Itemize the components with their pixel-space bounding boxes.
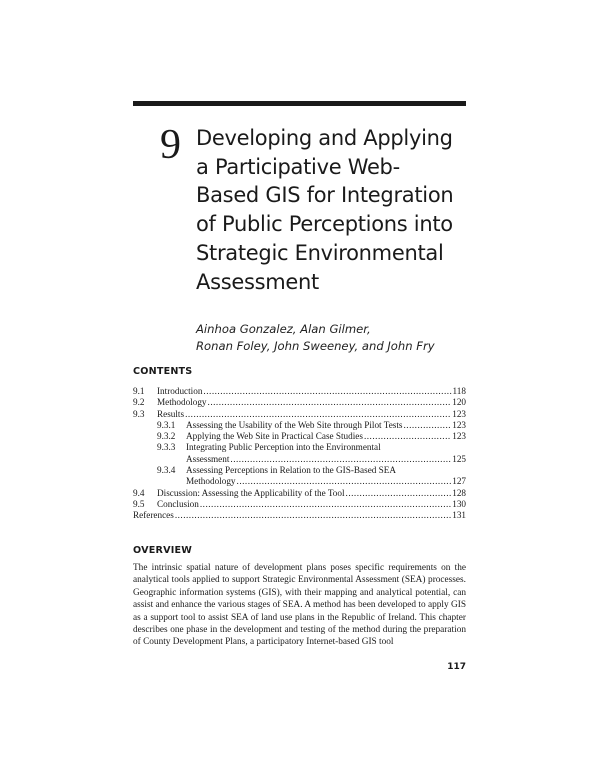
table-of-contents xyxy=(133,386,466,522)
chapter-title-line: a Participative Web- xyxy=(196,154,400,179)
toc-entry-title: Assessing Perceptions in Relation to the GIS-Based SEA xyxy=(186,465,397,476)
toc-entry-title: Assessing the Usability of the Web Site through Pilot Tests xyxy=(186,419,403,430)
chapter-number: 9 xyxy=(160,122,181,168)
chapter-title xyxy=(196,124,486,296)
toc-entry-number: 9.3.3 xyxy=(157,442,176,453)
toc-entry-number: 9.1 xyxy=(133,386,145,396)
toc-entry-continuation[interactable] xyxy=(133,454,466,465)
chapter-top-rule xyxy=(133,101,466,106)
toc-entry-page: 128 xyxy=(452,487,466,498)
toc-entry-page: 120 xyxy=(452,397,466,408)
toc-entry-number: 9.3.2 xyxy=(157,431,176,442)
toc-leader xyxy=(346,488,452,499)
toc-entry[interactable] xyxy=(133,499,466,510)
toc-entry-page: 118 xyxy=(452,386,466,396)
toc-entry-title: Methodology xyxy=(157,397,207,408)
chapter-title-line: of Public Perceptions into xyxy=(196,212,453,237)
toc-entry[interactable] xyxy=(133,431,466,442)
toc-entry-title: Integrating Public Perception into the Environmental xyxy=(186,442,381,453)
toc-entry-title: Assessment xyxy=(186,453,230,464)
toc-entry-continuation[interactable] xyxy=(133,476,466,487)
toc-entry-page: 125 xyxy=(452,453,466,464)
toc-entry-page: 123 xyxy=(452,408,466,419)
toc-entry[interactable] xyxy=(133,409,466,420)
toc-entry[interactable] xyxy=(133,397,466,408)
toc-entry-page: 130 xyxy=(452,498,466,509)
toc-entry[interactable] xyxy=(133,465,466,476)
toc-leader xyxy=(200,499,451,510)
toc-entry-page: 131 xyxy=(452,510,466,521)
toc-entry[interactable] xyxy=(133,510,466,521)
contents-heading: CONTENTS xyxy=(133,366,193,377)
overview-heading: OVERVIEW xyxy=(133,545,192,556)
toc-leader xyxy=(185,409,451,420)
toc-entry-number: 9.5 xyxy=(133,498,145,509)
toc-entry-title: Introduction xyxy=(157,386,203,396)
author-line: Ainhoa Gonzalez, Alan Gilmer, xyxy=(196,322,371,336)
toc-entry-number: 9.3 xyxy=(133,408,145,419)
toc-entry[interactable] xyxy=(133,442,466,453)
toc-leader xyxy=(403,420,451,431)
toc-entry-title: Methodology xyxy=(186,476,236,487)
toc-leader xyxy=(230,454,451,465)
overview-paragraph: The intrinsic spatial nature of development plans poses specific requirements on the analytical tools applied to support Strategic Environmental Assessment (SEA) processes. Geographic information systems (GIS), with their mapping and analytical potential, can assist and enhance the various stages of SEA. A method has been developed to apply GIS as a support tool to assist SEA of land use plans in the Republic of Ireland. This chapter describes one phase in the development and testing of the method during the preparation of County Development Plans, a participatory Internet-based GIS tool xyxy=(133,563,466,648)
toc-entry-number: 9.3.4 xyxy=(157,465,176,476)
chapter-title-line: Developing and Applying xyxy=(196,126,453,150)
chapter-title-line: Based GIS for Integration xyxy=(196,183,454,208)
toc-entry-title: Discussion: Assessing the Applicability of the Tool xyxy=(157,487,345,498)
page-number: 117 xyxy=(447,662,466,672)
chapter-title-line: Assessment xyxy=(196,269,319,294)
toc-entry-number: 9.2 xyxy=(133,397,145,408)
toc-entry-page: 123 xyxy=(452,431,466,442)
toc-entry-title: Results xyxy=(157,408,185,419)
toc-entry[interactable] xyxy=(133,420,466,431)
toc-entry[interactable] xyxy=(133,488,466,499)
toc-entry-number: 9.3.1 xyxy=(157,419,176,430)
toc-leader xyxy=(237,476,452,487)
authors xyxy=(196,321,486,355)
toc-leader xyxy=(203,386,451,397)
author-line: Ronan Foley, John Sweeney, and John Fry xyxy=(196,339,435,353)
toc-leader xyxy=(175,510,451,521)
toc-entry-page: 123 xyxy=(452,419,466,430)
toc-entry-number: 9.4 xyxy=(133,487,145,498)
toc-leader xyxy=(208,397,452,408)
toc-entry-title: Applying the Web Site in Practical Case Studies xyxy=(186,431,363,442)
toc-leader xyxy=(364,431,451,442)
toc-entry[interactable] xyxy=(133,386,466,397)
toc-entry-page: 127 xyxy=(452,476,466,487)
chapter-title-line: Strategic Environmental xyxy=(196,240,444,265)
toc-entry-title: Conclusion xyxy=(157,498,199,509)
toc-entry-title: References xyxy=(133,510,174,521)
